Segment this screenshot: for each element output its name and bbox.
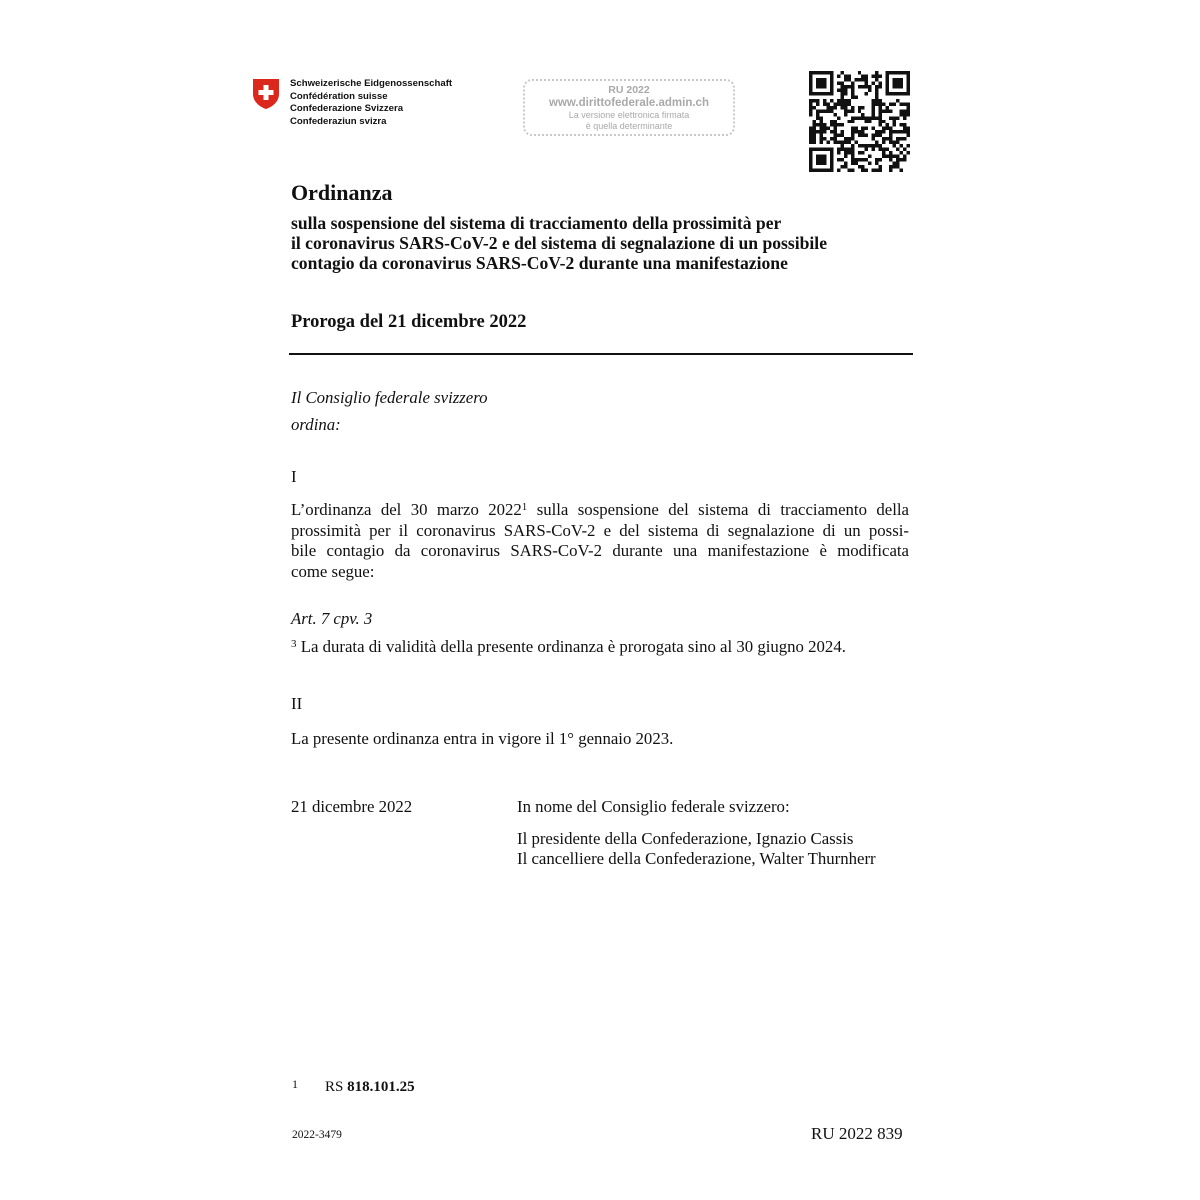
paragraph-text: L’ordinanza del 30 marzo 2022 [291, 500, 522, 519]
confederation-name [290, 78, 452, 128]
stamp-ru: RU 2022 [608, 84, 650, 96]
subtitle-line: il coronavirus SARS-CoV-2 e del sistema di segnalazione di un possibile [291, 233, 828, 253]
footnote-text [325, 1079, 415, 1096]
title-divider [289, 353, 913, 355]
preamble-line: ordina: [291, 415, 341, 434]
stamp-note-1: La versione elettronica firmata [568, 110, 690, 120]
paragraph-number: 3 [291, 638, 297, 650]
document-number: 2022-3479 [292, 1129, 342, 1141]
document-subtitle [291, 213, 931, 273]
paragraph-line [291, 500, 909, 521]
footnote-prefix: RS [325, 1079, 348, 1095]
stamp-website: www.dirittofederale.admin.ch [549, 97, 709, 109]
electronic-version-stamp [523, 79, 735, 136]
article-paragraph [291, 637, 846, 658]
signatory-president: Il presidente della Confederazione, Ignazio Cassis [517, 829, 854, 848]
official-compilation-reference: RU 2022 839 [811, 1124, 903, 1143]
stamp-note-2: è quella determinante [585, 121, 673, 131]
subtitle-line: sulla sospensione del sistema di tracciamento della prossimità per [291, 213, 782, 233]
qr-code-icon [809, 71, 910, 172]
confederation-name-it: Confederazione Svizzera [290, 103, 404, 114]
subtitle-line: contagio da coronavirus SARS-CoV-2 durante una manifestazione [291, 253, 788, 273]
signatories [517, 829, 876, 869]
paragraph-line: come segue: [291, 561, 375, 581]
entry-into-force-paragraph: La presente ordinanza entra in vigore il 1° gennaio 2023. [291, 729, 674, 748]
paragraph-line: prossimità per il coronavirus SARS-CoV-2 e del sistema di segnalazione di un possi- [291, 520, 909, 540]
proroga-date-heading: Proroga del 21 dicembre 2022 [291, 312, 527, 332]
preamble-line: Il Consiglio federale svizzero [291, 388, 488, 407]
paragraph-text: sulla sospensione del sistema di tracciamento della [527, 500, 909, 519]
footnote-reference: 1 [521, 501, 528, 513]
footnote-number: 1 [292, 1077, 298, 1091]
section-number-2: II [291, 694, 303, 713]
confederation-name-rm: Confederaziun svizra [290, 115, 387, 127]
confederation-name-de: Schweizerische Eidgenossenschaft [290, 78, 453, 89]
confederation-name-fr: Confédération suisse [290, 90, 388, 102]
signature-date: 21 dicembre 2022 [291, 797, 413, 816]
qr-code-modules [809, 71, 910, 172]
section-number-1: I [291, 467, 297, 486]
paragraph-line: bile contagio da coronavirus SARS-CoV-2 durante una manifestazione è modificata [291, 541, 909, 560]
article-heading: Art. 7 cpv. 3 [291, 609, 373, 628]
swiss-coat-of-arms-logo [252, 78, 280, 110]
footnote-reference-number: 818.101.25 [347, 1079, 415, 1095]
amendment-paragraph [291, 500, 909, 582]
signatory-chancellor: Il cancelliere della Confederazione, Walter Thurnherr [517, 849, 876, 868]
signature-intro: In nome del Consiglio federale svizzero: [517, 797, 790, 816]
document-title: Ordinanza [291, 180, 393, 205]
paragraph-text: La durata di validità della presente ordinanza è prorogata sino al 30 giugno 2024. [296, 637, 846, 656]
preamble [291, 384, 488, 438]
